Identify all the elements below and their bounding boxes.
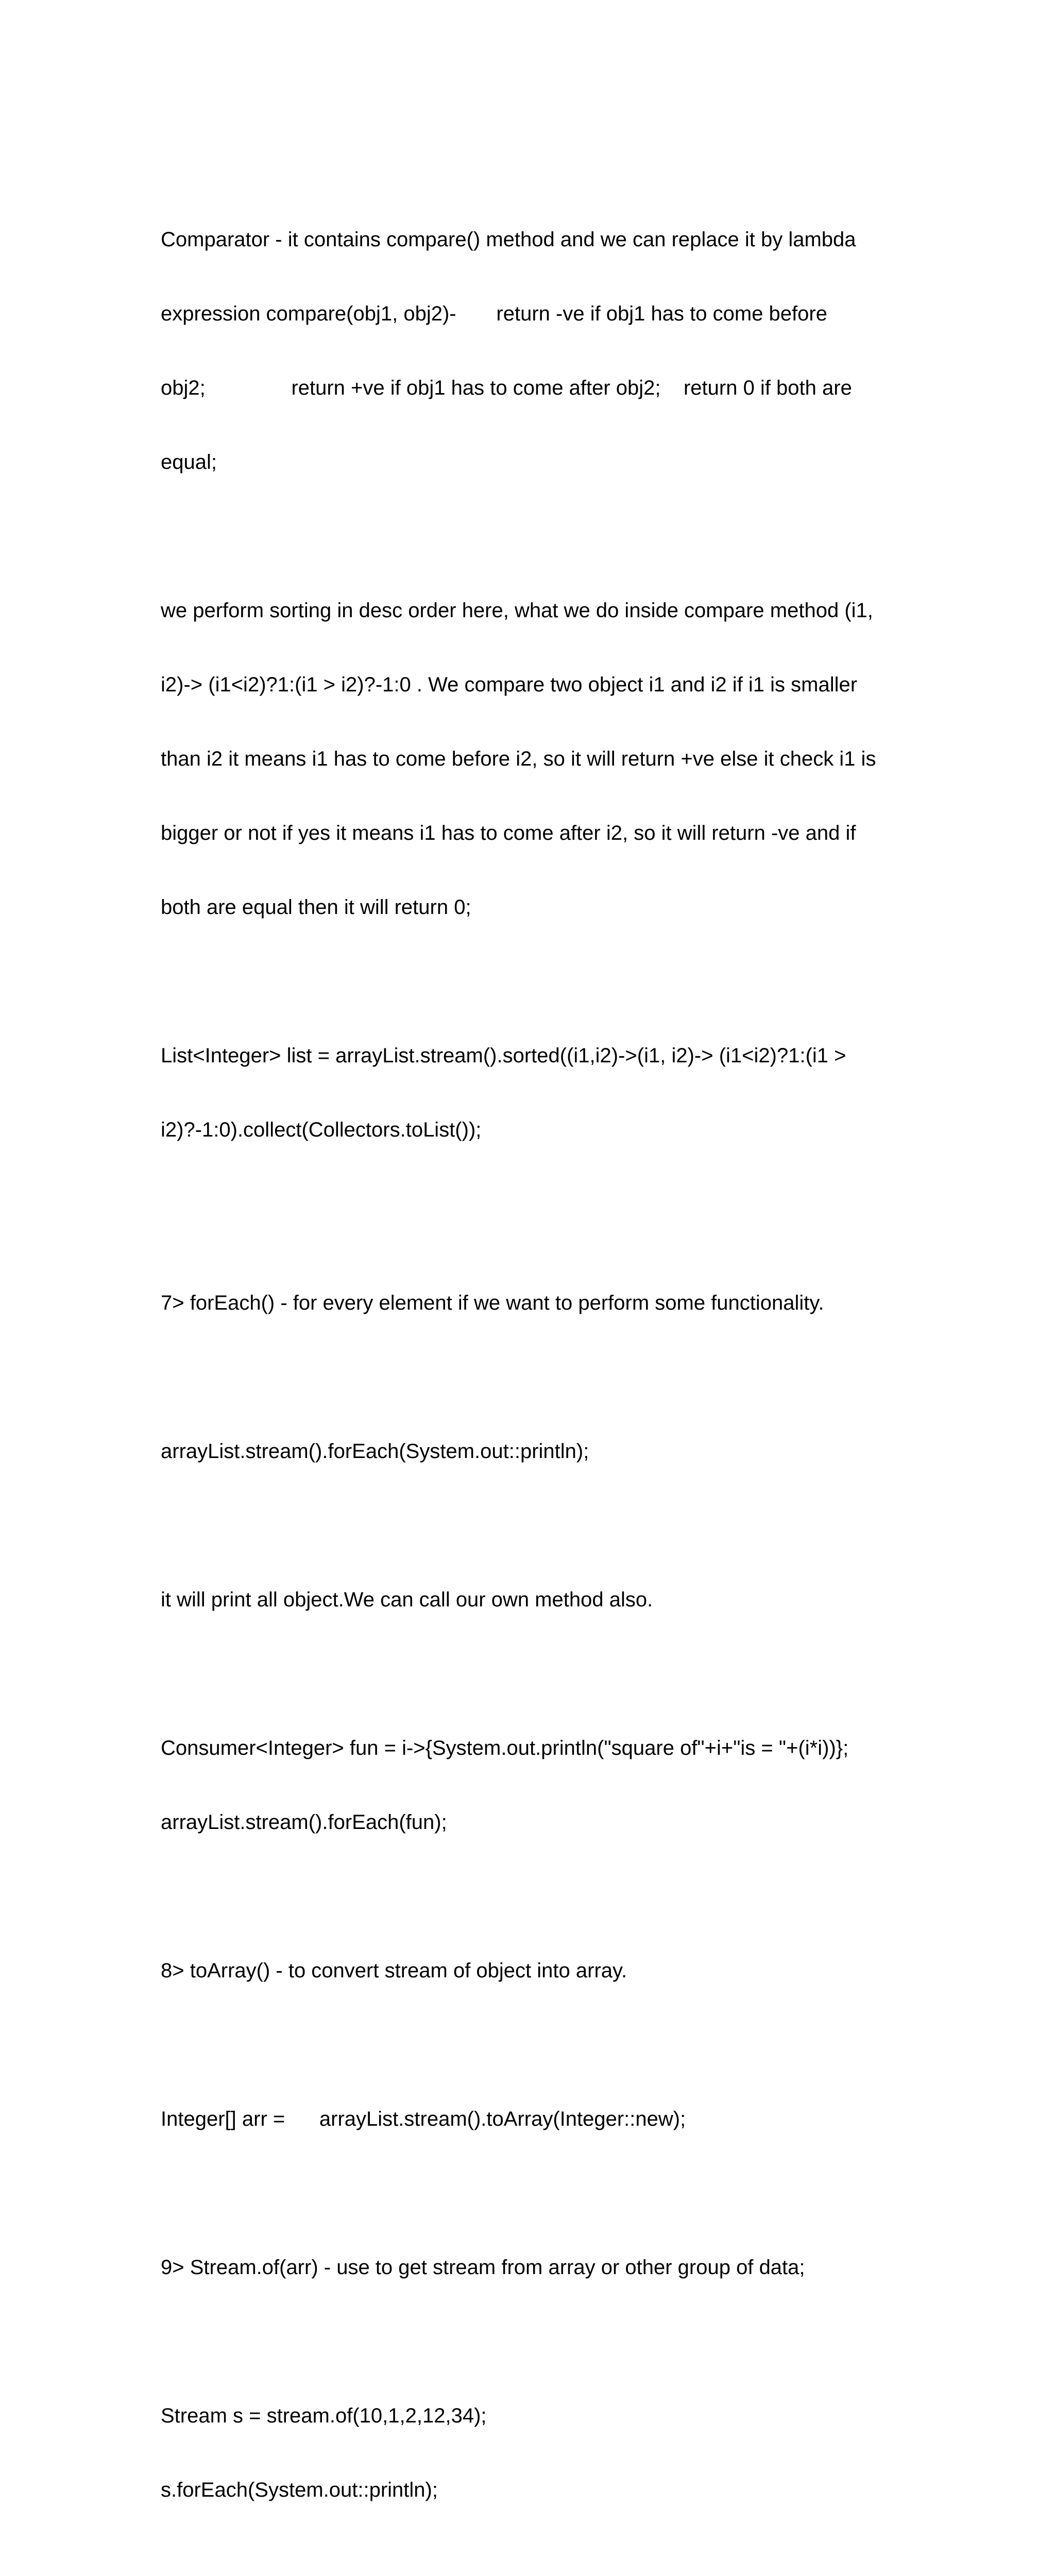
text-line: it will print all object.We can call our own method also. xyxy=(161,1588,653,1611)
text-line: 8> toArray() - to convert stream of object into array. xyxy=(161,1959,627,1982)
code-line: s.forEach(System.out::println); xyxy=(161,2479,438,2501)
comparator-paragraph xyxy=(161,178,913,524)
foreach-note xyxy=(161,1538,913,1662)
code-line: i2)?-1:0).collect(Collectors.toList()); xyxy=(161,1118,482,1141)
document-body xyxy=(161,178,913,2576)
text-line: 7> forEach() - for every element if we want to perform some functionality. xyxy=(161,1292,824,1314)
text-line: Comparator - it contains compare() method and we can replace it by lambda xyxy=(161,228,856,251)
code-line: Integer[] arr = arrayList.stream().toArray(Integer::new); xyxy=(161,2108,686,2130)
text-line: bigger or not if yes it means i1 has to come after i2, so it will return -ve and if xyxy=(161,822,856,844)
foreach-code-example xyxy=(161,1389,913,1513)
text-line: we perform sorting in desc order here, what we do inside compare method (i1, xyxy=(161,599,873,622)
toarray-code-example xyxy=(161,2057,913,2181)
text-line: than i2 it means i1 has to come before i2, so it will return +ve else it check i1 is xyxy=(161,748,876,770)
text-line: 9> Stream.of(arr) - use to get stream from array or other group of data; xyxy=(161,2256,805,2279)
code-line: arrayList.stream().forEach(fun); xyxy=(161,1811,447,1834)
text-line: expression compare(obj1, obj2)- return -ve if obj1 has to come before xyxy=(161,302,827,325)
stream-of-code-example xyxy=(161,2354,913,2552)
toarray-heading xyxy=(161,1909,913,2032)
code-line: List<Integer> list = arrayList.stream().sorted((i1,i2)->(i1, i2)-> (i1<i2)?1:(i1 > xyxy=(161,1044,846,1067)
stream-of-heading xyxy=(161,2206,913,2329)
code-line: Stream s = stream.of(10,1,2,12,34); xyxy=(161,2404,487,2427)
text-line: equal; xyxy=(161,451,217,473)
code-line: arrayList.stream().forEach(System.out::println); xyxy=(161,1440,589,1463)
text-line: i2)-> (i1<i2)?1:(i1 > i2)?-1:0 . We compare two object i1 and i2 if i1 is smaller xyxy=(161,673,858,696)
foreach-heading xyxy=(161,1241,913,1365)
consumer-code-example xyxy=(161,1686,913,1884)
code-line: Consumer<Integer> fun = i->{System.out.println("square of"+i+"is = "+(i*i))}; xyxy=(161,1737,849,1759)
text-line: both are equal then it will return 0; xyxy=(161,896,471,919)
text-line: obj2; return +ve if obj1 has to come after obj2; return 0 if both are xyxy=(161,377,852,399)
desc-sort-explanation-paragraph xyxy=(161,549,913,969)
sorted-code-example xyxy=(161,994,913,1192)
